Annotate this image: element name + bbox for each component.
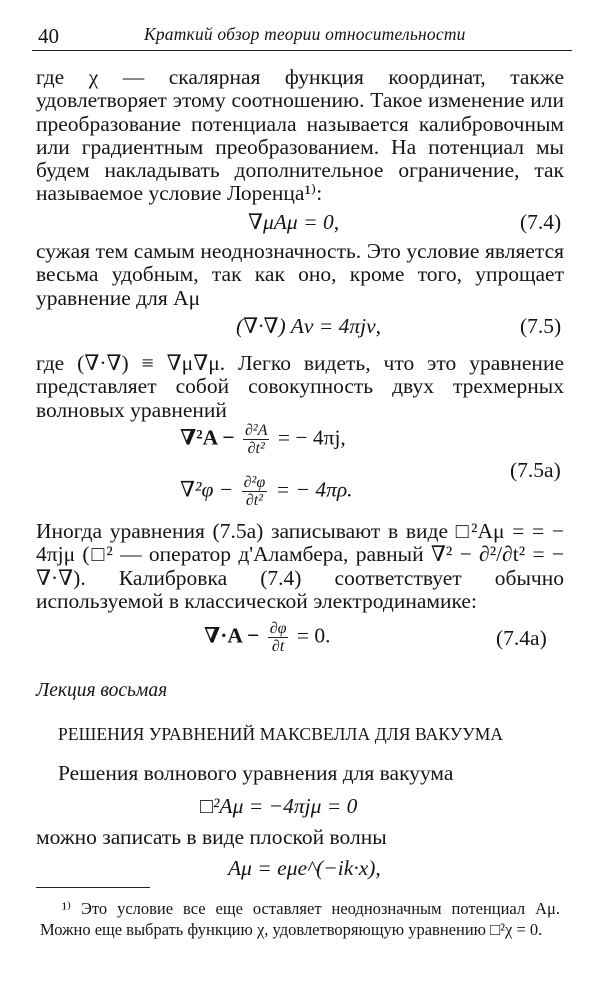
equation-label-7-5: (7.5) (520, 314, 562, 338)
equation-7-4a (204, 620, 330, 655)
footnote: ¹⁾ Это условие все еще оставляет неоднозначным потенциал Aμ. Можно еще выбрать функцию χ, удовлетворяющую уравнению □²χ = 0. (40, 899, 560, 939)
running-title: Краткий обзор теории относительности (144, 24, 466, 44)
paragraph-wave-equations: где (∇·∇) ≡ ∇μ∇μ. Легко видеть, что это уравнение представляет собой совокупность двух трехмерных волновых уравнений (36, 351, 564, 422)
page-number: 40 (38, 24, 59, 48)
page-header (32, 22, 572, 48)
eq75a-line2-denominator: ∂t² (245, 492, 263, 509)
paragraph-dalembert: Иногда уравнения (7.5a) записывают в виде □²Aμ = = − 4πjμ (□² — оператор д'Аламбера, равный ∇² − ∂²/∂t² = − ∇·∇). Калибровка (7.4) соответствует обычно используемой в классической электродинамике: (36, 519, 564, 613)
eq75a-line1-fraction (243, 422, 269, 457)
header-rule (32, 50, 572, 51)
footnote-rule (36, 887, 150, 888)
equation-plane-wave: Aμ = eμe^(−ik·x), (228, 856, 381, 880)
paragraph-vacuum-solutions: Решения волнового уравнения для вакуума (58, 761, 454, 785)
lecture-title: Лекция восьмая (36, 680, 168, 701)
eq75a-line2-numerator: ∂²φ (243, 474, 266, 491)
equation-7-5a-line2 (180, 474, 353, 509)
equation-7-5: (∇·∇) Aν = 4πjν, (236, 314, 382, 338)
equation-7-4: ∇μAμ = 0, (248, 210, 340, 234)
eq74a-denominator: ∂t (271, 638, 285, 655)
eq75a-line1-numerator: ∂²A (244, 422, 268, 439)
eq75a-line1-denominator: ∂t² (247, 440, 265, 457)
equation-wave-vacuum: □²Aμ = −4πjμ = 0 (200, 794, 358, 818)
eq75a-line2-fraction (242, 474, 268, 509)
paragraph-lorentz-condition: сужая тем самым неоднозначность. Это условие является весьма удобным, так как оно, кроме того, упрощает уравнение для Aμ (36, 239, 564, 310)
eq75a-line1-rhs: = − 4πj, (277, 425, 346, 450)
eq75a-line2-rhs: = − 4πρ. (275, 477, 353, 502)
equation-label-7-4a: (7.4a) (496, 626, 547, 650)
equation-label-7-4: (7.4) (520, 210, 562, 234)
eq74a-rhs: = 0. (296, 623, 331, 648)
section-heading: РЕШЕНИЯ УРАВНЕНИЙ МАКСВЕЛЛА ДЛЯ ВАКУУМА (58, 724, 504, 744)
paragraph-plane-wave: можно записать в виде плоской волны (36, 825, 387, 849)
equation-7-5a-line1 (180, 422, 346, 457)
eq75a-line2-lhs: ∇²φ − (180, 477, 234, 502)
paragraph-gauge-transform: где χ — скалярная функция координат, также удовлетворяет этому соотношению. Такое изменение или преобразование потенциала называется калибровочным или градиентным преобразованием. На потенциал мы будем накладывать дополнительное ограничение, так называемое условие Лоренца¹⁾: (36, 65, 564, 206)
eq75a-line1-lhs: ∇²A − (180, 425, 235, 450)
equation-label-7-5a: (7.5a) (510, 458, 561, 482)
eq74a-fraction (268, 620, 289, 655)
eq74a-numerator: ∂φ (269, 620, 287, 637)
eq74a-lhs: ∇·A − (204, 623, 260, 648)
